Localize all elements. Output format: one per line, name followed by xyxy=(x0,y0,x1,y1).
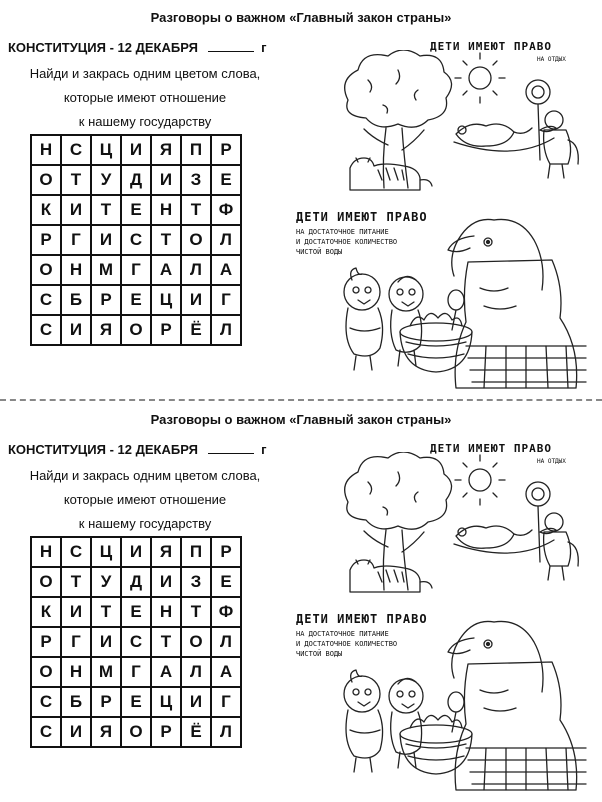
grid-cell[interactable]: С xyxy=(61,135,91,165)
grid-cell[interactable]: Р xyxy=(151,717,181,747)
grid-cell[interactable]: Е xyxy=(121,195,151,225)
instruction-line-1: Найди и закрась одним цветом слова, xyxy=(29,66,261,81)
grid-cell[interactable]: Ё xyxy=(181,315,211,345)
caption-rest: ДЕТИ ИМЕЮТ ПРАВО xyxy=(430,40,552,53)
worksheet-header: Разговоры о важном «Главный закон страны» xyxy=(150,412,452,427)
instruction-line-2: которые имеют отношение xyxy=(63,492,227,507)
grid-cell[interactable]: С xyxy=(31,315,61,345)
caption-food: ДЕТИ ИМЕЮТ ПРАВО xyxy=(296,210,428,224)
grid-row xyxy=(31,285,241,315)
grid-cell[interactable]: О xyxy=(121,717,151,747)
worksheet-title xyxy=(8,40,267,55)
grid-cell[interactable]: Д xyxy=(121,567,151,597)
title-suffix: г xyxy=(261,40,267,55)
grid-cell[interactable]: Г xyxy=(61,225,91,255)
grid-cell[interactable]: И xyxy=(61,717,91,747)
grid-cell[interactable]: А xyxy=(151,657,181,687)
grid-cell[interactable]: О xyxy=(31,165,61,195)
grid-cell[interactable]: А xyxy=(211,255,241,285)
grid-cell[interactable]: С xyxy=(121,225,151,255)
grid-cell[interactable]: Ф xyxy=(211,195,241,225)
cut-line xyxy=(0,399,602,401)
grid-cell[interactable]: П xyxy=(181,135,211,165)
caption-rest-sub: НА ОТДЫХ xyxy=(537,458,566,465)
grid-cell[interactable]: Ф xyxy=(211,597,241,627)
grid-cell[interactable]: И xyxy=(61,195,91,225)
grid-cell[interactable]: И xyxy=(61,315,91,345)
grid-cell[interactable]: З xyxy=(181,165,211,195)
grid-cell[interactable]: Н xyxy=(151,597,181,627)
worksheet-bottom xyxy=(0,402,602,800)
grid-cell[interactable]: О xyxy=(31,567,61,597)
grid-row xyxy=(31,597,241,627)
grid-cell[interactable]: О xyxy=(31,657,61,687)
grid-cell[interactable]: Я xyxy=(151,135,181,165)
title-suffix: г xyxy=(261,442,267,457)
grid-cell[interactable]: Л xyxy=(211,627,241,657)
grid-cell[interactable]: И xyxy=(181,285,211,315)
grid-cell[interactable]: И xyxy=(91,225,121,255)
caption-food-sub-1: НА ДОСТАТОЧНОЕ ПИТАНИЕ xyxy=(296,630,389,638)
grid-cell[interactable]: К xyxy=(31,597,61,627)
instruction-line-1: Найди и закрась одним цветом слова, xyxy=(29,468,261,483)
grid-cell[interactable]: Т xyxy=(151,627,181,657)
title-text: КОНСТИТУЦИЯ - 12 ДЕКАБРЯ xyxy=(8,442,198,457)
food-illustration xyxy=(318,598,598,798)
grid-cell[interactable]: У xyxy=(91,165,121,195)
grid-cell[interactable]: Е xyxy=(211,165,241,195)
grid-cell[interactable]: Г xyxy=(61,627,91,657)
grid-cell[interactable]: Т xyxy=(61,567,91,597)
grid-cell[interactable]: Р xyxy=(31,627,61,657)
grid-cell[interactable]: Р xyxy=(211,537,241,567)
grid-cell[interactable]: Т xyxy=(91,597,121,627)
grid-cell[interactable]: Т xyxy=(61,165,91,195)
date-blank-line xyxy=(208,41,254,52)
grid-cell[interactable]: Т xyxy=(91,195,121,225)
grid-row xyxy=(31,687,241,717)
grid-row xyxy=(31,195,241,225)
grid-row xyxy=(31,165,241,195)
rest-illustration xyxy=(328,452,590,600)
grid-cell[interactable]: Ц xyxy=(151,687,181,717)
grid-cell[interactable]: О xyxy=(181,225,211,255)
grid-cell[interactable]: Г xyxy=(121,657,151,687)
worksheet-title xyxy=(8,442,267,457)
grid-row xyxy=(31,255,241,285)
caption-food: ДЕТИ ИМЕЮТ ПРАВО xyxy=(296,612,428,626)
grid-cell[interactable]: Ц xyxy=(151,285,181,315)
grid-cell[interactable]: Ц xyxy=(91,537,121,567)
grid-cell[interactable]: З xyxy=(181,567,211,597)
grid-cell[interactable]: Р xyxy=(91,285,121,315)
grid-cell[interactable]: И xyxy=(121,537,151,567)
grid-cell[interactable]: О xyxy=(31,255,61,285)
grid-cell[interactable]: С xyxy=(31,687,61,717)
grid-cell[interactable]: И xyxy=(91,627,121,657)
grid-cell[interactable]: И xyxy=(151,165,181,195)
grid-cell[interactable]: Е xyxy=(121,687,151,717)
grid-cell[interactable]: Л xyxy=(211,717,241,747)
grid-cell[interactable]: Г xyxy=(211,687,241,717)
grid-cell[interactable]: У xyxy=(91,567,121,597)
grid-cell[interactable]: М xyxy=(91,657,121,687)
grid-cell[interactable]: Р xyxy=(31,225,61,255)
grid-cell[interactable]: М xyxy=(91,255,121,285)
grid-cell[interactable]: О xyxy=(121,315,151,345)
grid-cell[interactable]: Я xyxy=(151,537,181,567)
instruction-line-3: к нашему государству xyxy=(78,114,212,129)
grid-cell[interactable]: Л xyxy=(181,657,211,687)
grid-cell[interactable]: Г xyxy=(121,255,151,285)
grid-row xyxy=(31,627,241,657)
grid-cell[interactable]: Д xyxy=(121,165,151,195)
grid-cell[interactable]: Л xyxy=(181,255,211,285)
caption-rest-sub: НА ОТДЫХ xyxy=(537,56,566,63)
grid-cell[interactable]: Б xyxy=(61,285,91,315)
worksheet-top xyxy=(0,0,602,398)
word-search-grid xyxy=(30,536,242,748)
grid-row xyxy=(31,537,241,567)
grid-cell[interactable]: Я xyxy=(91,717,121,747)
grid-cell[interactable]: И xyxy=(61,597,91,627)
grid-row xyxy=(31,225,241,255)
grid-cell[interactable]: Н xyxy=(61,255,91,285)
title-text: КОНСТИТУЦИЯ - 12 ДЕКАБРЯ xyxy=(8,40,198,55)
worksheet-header: Разговоры о важном «Главный закон страны» xyxy=(150,10,452,25)
instruction-line-2: которые имеют отношение xyxy=(63,90,227,105)
caption-rest: ДЕТИ ИМЕЮТ ПРАВО xyxy=(430,442,552,455)
caption-food-sub-1: НА ДОСТАТОЧНОЕ ПИТАНИЕ xyxy=(296,228,389,236)
grid-cell[interactable]: С xyxy=(31,717,61,747)
grid-cell[interactable]: Р xyxy=(91,687,121,717)
grid-cell[interactable]: Т xyxy=(181,597,211,627)
instruction-line-3: к нашему государству xyxy=(78,516,212,531)
grid-cell[interactable]: И xyxy=(121,135,151,165)
grid-cell[interactable]: Т xyxy=(151,225,181,255)
grid-cell[interactable]: О xyxy=(181,627,211,657)
grid-cell[interactable]: Н xyxy=(31,135,61,165)
grid-cell[interactable]: Е xyxy=(121,597,151,627)
grid-cell[interactable]: И xyxy=(151,567,181,597)
grid-cell[interactable]: Л xyxy=(211,315,241,345)
grid-cell[interactable]: А xyxy=(211,657,241,687)
grid-cell[interactable]: Р xyxy=(211,135,241,165)
grid-cell[interactable]: Я xyxy=(91,315,121,345)
date-blank-line xyxy=(208,443,254,454)
word-search-grid xyxy=(30,134,242,346)
grid-cell[interactable]: С xyxy=(31,285,61,315)
grid-row xyxy=(31,717,241,747)
grid-cell[interactable]: Р xyxy=(151,315,181,345)
grid-cell[interactable]: И xyxy=(181,687,211,717)
grid-cell[interactable]: П xyxy=(181,537,211,567)
caption-food-sub-2: И ДОСТАТОЧНОЕ КОЛИЧЕСТВО xyxy=(296,238,398,246)
grid-cell[interactable]: Б xyxy=(61,687,91,717)
grid-cell[interactable]: С xyxy=(61,537,91,567)
grid-row xyxy=(31,657,241,687)
grid-row xyxy=(31,315,241,345)
grid-row xyxy=(31,567,241,597)
grid-cell[interactable]: Г xyxy=(211,285,241,315)
grid-cell[interactable]: Н xyxy=(151,195,181,225)
grid-cell[interactable]: Н xyxy=(31,537,61,567)
caption-food-sub-3: ЧИСТОЙ ВОДЫ xyxy=(296,248,343,256)
grid-cell[interactable]: К xyxy=(31,195,61,225)
grid-cell[interactable]: Н xyxy=(61,657,91,687)
grid-cell[interactable]: Е xyxy=(121,285,151,315)
grid-cell[interactable]: Т xyxy=(181,195,211,225)
grid-cell[interactable]: Ц xyxy=(91,135,121,165)
grid-cell[interactable]: Л xyxy=(211,225,241,255)
grid-cell[interactable]: Е xyxy=(211,567,241,597)
grid-row xyxy=(31,135,241,165)
grid-cell[interactable]: А xyxy=(151,255,181,285)
rest-illustration xyxy=(328,50,590,198)
caption-food-sub-3: ЧИСТОЙ ВОДЫ xyxy=(296,650,343,658)
caption-food-sub-2: И ДОСТАТОЧНОЕ КОЛИЧЕСТВО xyxy=(296,640,398,648)
grid-cell[interactable]: Ё xyxy=(181,717,211,747)
food-illustration xyxy=(318,196,598,396)
grid-cell[interactable]: С xyxy=(121,627,151,657)
